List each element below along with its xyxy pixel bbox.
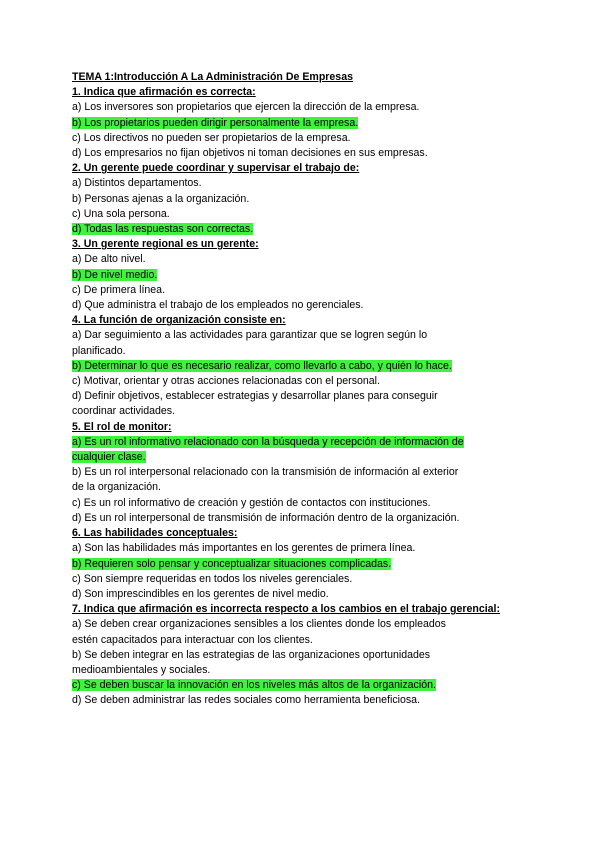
answer-option-correct xyxy=(72,435,542,465)
question-block xyxy=(72,313,542,419)
document-page xyxy=(72,70,542,709)
answer-option-line: estén capacitados para interactuar con los clientes. xyxy=(72,633,313,646)
document-title: TEMA 1:Introducción A La Administración De Empresas xyxy=(72,71,353,83)
answer-option-line: c) De primera línea. xyxy=(72,283,166,296)
answer-option xyxy=(72,100,542,115)
answer-option xyxy=(72,541,542,556)
answer-option-line: a) De alto nivel. xyxy=(72,253,146,266)
answer-option xyxy=(72,146,542,161)
answer-option-line: b) Personas ajenas a la organización. xyxy=(72,192,250,205)
answer-option-correct xyxy=(72,678,542,693)
question-heading: 4. La función de organización consiste en: xyxy=(72,314,286,327)
answer-option-line: c) Motivar, orientar y otras acciones relacionadas con el personal. xyxy=(72,375,380,388)
answer-option-correct xyxy=(72,268,542,283)
answer-option-line: a) Distintos departamentos. xyxy=(72,177,202,190)
answer-option-line: medioambientales y sociales. xyxy=(72,663,211,676)
answer-option xyxy=(72,207,542,222)
answer-option-line: d) Los empresarios no fijan objetivos ni toman decisiones en sus empresas. xyxy=(72,147,428,160)
answer-option-correct xyxy=(72,116,542,131)
answer-option-line: d) Todas las respuestas son correctas. xyxy=(72,223,254,236)
answer-option-line: c) Una sola persona. xyxy=(72,207,170,220)
answer-option xyxy=(72,648,542,678)
question-block xyxy=(72,161,542,237)
answer-option-line: b) Los propietarios pueden dirigir personalmente la empresa. xyxy=(72,116,359,129)
answer-option xyxy=(72,587,542,602)
answer-option-line: b) De nivel medio. xyxy=(72,268,158,281)
answer-option-line: c) Es un rol informativo de creación y gestión de contactos con instituciones. xyxy=(72,496,431,509)
answer-option-correct xyxy=(72,359,542,374)
answer-option-line: d) Se deben administrar las redes sociales como herramienta beneficiosa. xyxy=(72,694,421,707)
question-heading: 7. Indica que afirmación es incorrecta respecto a los cambios en el trabajo gerencial: xyxy=(72,603,501,616)
answer-option-line: d) Es un rol interpersonal de transmisión de información dentro de la organización. xyxy=(72,511,460,524)
answer-option-line: b) Se deben integrar en las estrategias de las organizaciones oportunidades xyxy=(72,648,431,661)
answer-option xyxy=(72,328,542,358)
answer-option-line: b) Es un rol interpersonal relacionado con la transmisión de información al exterior xyxy=(72,466,459,479)
answer-option-line: d) Que administra el trabajo de los empleados no gerenciales. xyxy=(72,299,364,312)
question-heading: 1. Indica que afirmación es correcta: xyxy=(72,86,256,99)
answer-option xyxy=(72,511,542,526)
answer-option-line: coordinar actividades. xyxy=(72,405,176,418)
question-block xyxy=(72,602,542,708)
answer-option-line: a) Los inversores son propietarios que ejercen la dirección de la empresa. xyxy=(72,101,420,114)
answer-option xyxy=(72,496,542,511)
answer-option-line: b) Determinar lo que es necesario realizar, como llevarlo a cabo, y quién lo hace. xyxy=(72,359,452,372)
answer-option xyxy=(72,617,542,647)
question-block xyxy=(72,85,542,161)
question-block xyxy=(72,526,542,602)
answer-option xyxy=(72,176,542,191)
question-heading: 3. Un gerente regional es un gerente: xyxy=(72,238,259,251)
answer-option-line: cualquier clase. xyxy=(72,451,146,464)
answer-option-line: a) Son las habilidades más importantes en los gerentes de primera línea. xyxy=(72,542,416,555)
answer-option-line: c) Se deben buscar la innovación en los niveles más altos de la organización. xyxy=(72,679,436,692)
answer-option-line: planificado. xyxy=(72,344,126,357)
question-heading: 5. El rol de monitor: xyxy=(72,420,172,433)
answer-option-line: c) Son siempre requeridas en todos los niveles gerenciales. xyxy=(72,572,353,585)
answer-option xyxy=(72,693,542,708)
answer-option-line: de la organización. xyxy=(72,481,161,494)
question-heading: 2. Un gerente puede coordinar y supervisar el trabajo de: xyxy=(72,162,360,175)
answer-option-correct xyxy=(72,557,542,572)
question-block xyxy=(72,237,542,313)
question-list xyxy=(72,85,542,708)
question-block xyxy=(72,420,542,526)
answer-option-line: d) Son imprescindibles en los gerentes de nivel medio. xyxy=(72,587,329,600)
answer-option xyxy=(72,374,542,389)
answer-option xyxy=(72,298,542,313)
answer-option xyxy=(72,572,542,587)
answer-option-line: d) Definir objetivos, establecer estrategias y desarrollar planes para conseguir xyxy=(72,390,438,403)
answer-option xyxy=(72,252,542,267)
answer-option-line: a) Se deben crear organizaciones sensibles a los clientes donde los empleados xyxy=(72,618,446,631)
answer-option-line: c) Los directivos no pueden ser propietarios de la empresa. xyxy=(72,131,351,144)
answer-option-line: a) Dar seguimiento a las actividades para garantizar que se logren según lo xyxy=(72,329,428,342)
answer-option-line: b) Requieren solo pensar y conceptualizar situaciones complicadas. xyxy=(72,557,392,570)
answer-option xyxy=(72,389,542,419)
question-heading: 6. Las habilidades conceptuales: xyxy=(72,527,238,540)
answer-option xyxy=(72,131,542,146)
answer-option-correct xyxy=(72,222,542,237)
answer-option xyxy=(72,192,542,207)
answer-option-line: a) Es un rol informativo relacionado con la búsqueda y recepción de información de xyxy=(72,435,464,448)
answer-option xyxy=(72,283,542,298)
answer-option xyxy=(72,465,542,495)
